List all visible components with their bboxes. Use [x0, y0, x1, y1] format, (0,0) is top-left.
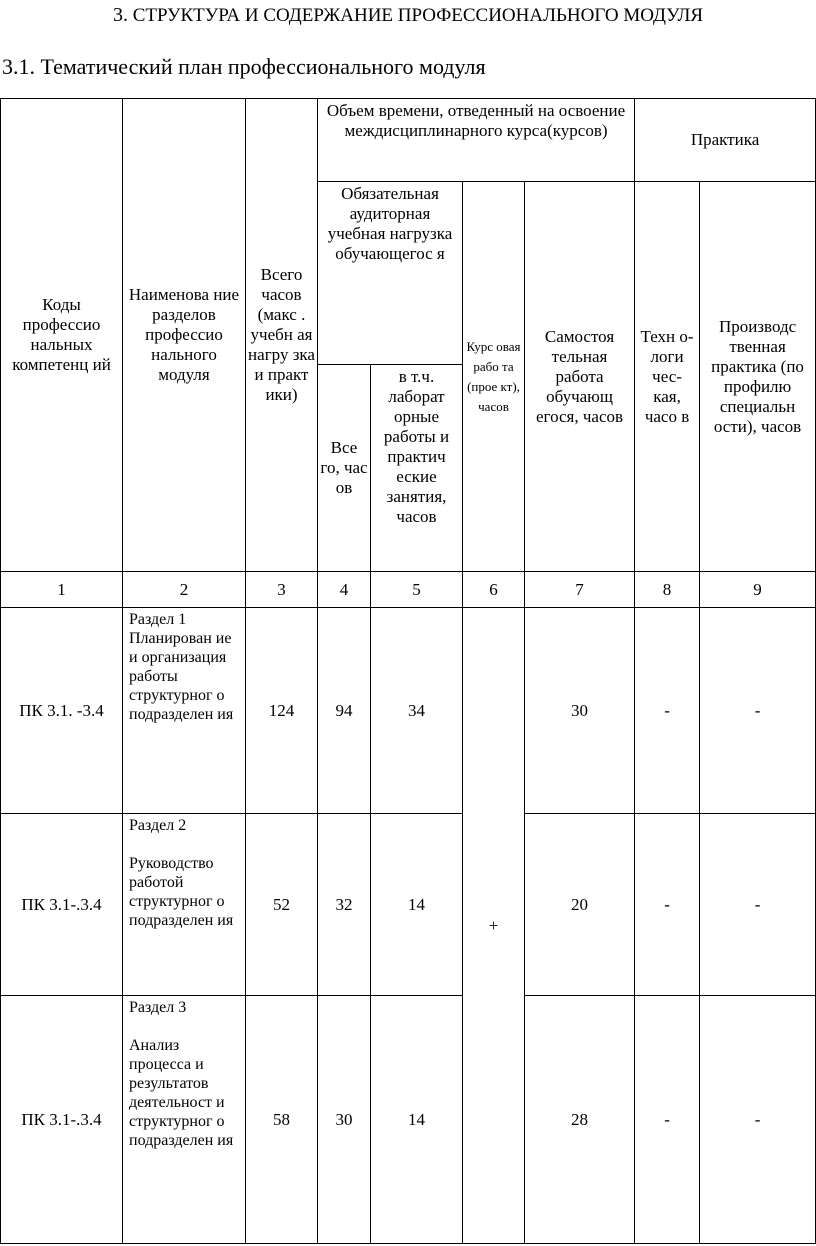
tech-practice-hours: - — [635, 996, 700, 1244]
col-number: 8 — [635, 572, 700, 608]
lab-hours: 14 — [371, 996, 463, 1244]
header-mandatory-load: Обязательная аудиторная учебная нагрузка обучающегос я — [318, 182, 463, 365]
header-coursework: Курс овая рабо та (прое кт), часов — [463, 182, 525, 572]
table-row — [1, 814, 816, 996]
competence-code: ПК 3.1-.3.4 — [1, 814, 123, 996]
section-title: Анализ процесса и результатов деятельност и структурног о подразделен ия — [129, 1037, 234, 1149]
section-label: Раздел 3 — [129, 999, 187, 1016]
header-self-study: Самостоя тельная работа обучающ егося, часов — [525, 182, 635, 572]
coursework-mark: + — [463, 608, 525, 1244]
section-name — [123, 814, 246, 996]
total-hours: 124 — [246, 608, 318, 814]
header-codes: Коды профессио нальных компетенц ий — [1, 99, 123, 572]
col-number: 5 — [371, 572, 463, 608]
self-study-hours: 30 — [525, 608, 635, 814]
col-number: 9 — [700, 572, 816, 608]
total-hours: 58 — [246, 996, 318, 1244]
col-number: 4 — [318, 572, 371, 608]
header-time-volume: Объем времени, отведенный на освоение междисциплинарного курса(курсов) — [318, 99, 635, 182]
col-number: 2 — [123, 572, 246, 608]
section-label: Раздел 2 — [129, 817, 187, 834]
header-practice: Практика — [635, 99, 816, 182]
lab-hours: 34 — [371, 608, 463, 814]
section-name — [123, 608, 246, 814]
production-practice-hours: - — [700, 996, 816, 1244]
table-row — [1, 608, 816, 814]
self-study-hours: 20 — [525, 814, 635, 996]
self-study-hours: 28 — [525, 996, 635, 1244]
all-hours: 30 — [318, 996, 371, 1244]
table-row — [1, 996, 816, 1244]
col-number: 1 — [1, 572, 123, 608]
competence-code: ПК 3.1-.3.4 — [1, 996, 123, 1244]
section-title: Планирован ие и организация работы структурног о подразделен ия — [129, 630, 234, 723]
lab-hours: 14 — [371, 814, 463, 996]
tech-practice-hours: - — [635, 608, 700, 814]
total-hours: 52 — [246, 814, 318, 996]
production-practice-hours: - — [700, 814, 816, 996]
section-heading: 3.1. Тематический план профессионального модуля — [2, 54, 486, 79]
competence-code: ПК 3.1. -3.4 — [1, 608, 123, 814]
chapter-title: СТРУКТУРА И СОДЕРЖАНИЕ ПРОФЕССИОНАЛЬНОГО МОДУЛЯ — [132, 5, 704, 26]
col-number: 7 — [525, 572, 635, 608]
all-hours: 94 — [318, 608, 371, 814]
header-lab-practical: в т.ч. лаборат орные работы и практич еские занятия, часов — [371, 365, 463, 572]
section-label: Раздел 1 — [129, 611, 187, 628]
section-title: Руководство работой структурног о подразделен ия — [129, 855, 234, 929]
all-hours: 32 — [318, 814, 371, 996]
header-tech-practice: Техн о- логи чес- кая, часо в — [635, 182, 700, 572]
col-number: 3 — [246, 572, 318, 608]
thematic-plan-table — [0, 98, 816, 1244]
header-production-practice: Производс твенная практика (по профилю специальн ости), часов — [700, 182, 816, 572]
chapter-heading — [0, 4, 816, 27]
tech-practice-hours: - — [635, 814, 700, 996]
header-all-hours: Все го, час ов — [318, 365, 371, 572]
production-practice-hours: - — [700, 608, 816, 814]
section-name — [123, 996, 246, 1244]
chapter-number: 3. — [112, 4, 128, 26]
col-number: 6 — [463, 572, 525, 608]
header-section-names: Наименова ние разделов профессио нального модуля — [123, 99, 246, 572]
header-total-hours: Всего часов (макс . учебн ая нагру зка и практ ики) — [246, 99, 318, 572]
column-numbers-row — [1, 572, 816, 608]
